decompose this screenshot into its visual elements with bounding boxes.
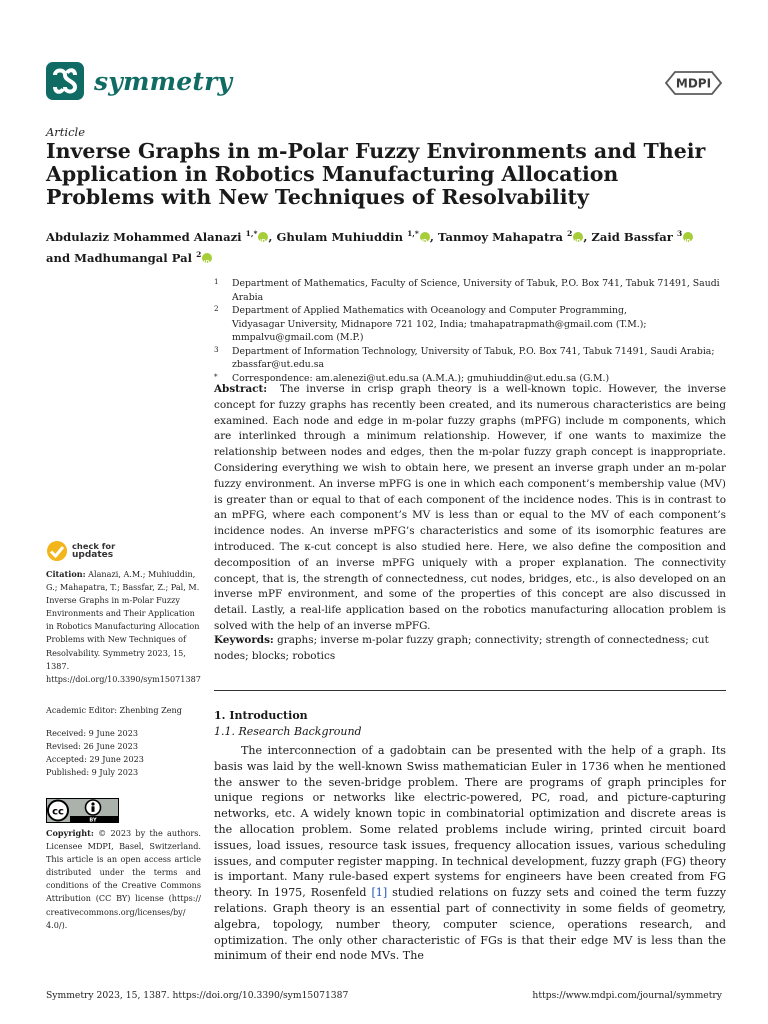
orcid-icon[interactable] — [202, 253, 212, 263]
affiliations — [214, 277, 726, 385]
author-affiliation-mark: 2 — [567, 229, 573, 238]
check-for-updates-button[interactable] — [46, 540, 115, 562]
orcid-icon[interactable] — [683, 232, 693, 242]
orcid-icon[interactable] — [258, 232, 268, 242]
section-heading: 1. Introduction — [214, 709, 308, 722]
affiliation-line[interactable]: zbassfar@ut.edu.sa — [232, 359, 325, 370]
keywords — [214, 633, 726, 665]
academic-editor: Academic Editor: Zhenbing Zeng — [46, 705, 182, 715]
date-accepted: Accepted: 29 June 2023 — [46, 754, 144, 765]
keywords-label: Keywords: — [214, 634, 274, 646]
date-received: Received: 9 June 2023 — [46, 728, 138, 738]
author-name[interactable]: Abdulaziz Mohammed Alanazi — [46, 229, 242, 244]
cc-by-license-icon[interactable] — [46, 798, 119, 823]
abstract-text: The inverse in crisp graph theory is a well-known topic. However, the inverse concept for fuzzy graphs has recently been created, and its numerous characteristics are being examined. Each node and edge in m-polar fuzzy graphs (mPFG) include m components, which are interlinked through a minimum relationship. However, if one wants to maximize the relationship between nodes and edges, then the m-polar fuzzy graph concept is inappropriate. Considering everything we wish to obtain here, we present an inverse graph under an m-polar fuzzy environment. An inverse mPFG is one in which each component’s membership value (MV) is greater than or equal to that of each component of the incidence nodes. This is in contrast to an mPFG, where each component’s MV is less than or equal to the MV of each component’s incidence nodes. An inverse mPFG’s characteristics and some of its isomorphic features are introduced. The κ-cut concept is also studied here. Here, we also define the composition and decomposition of an inverse mPFG uniquely with a proper explanation. The connectivity concept, that is, the strength of connectedness, cut nodes, bridges, etc., is also developed on an inverse mPF environment, and some of the properties of this concept are also discussed in detail. Lastly, a real-life application based on the robotics manufacturing allocation problem is solved with the help of an inverse mPFG. — [214, 383, 726, 632]
article-type: Article — [46, 125, 86, 139]
affiliation-mark: 2 — [214, 304, 219, 313]
check-updates-line1: check for — [72, 540, 116, 551]
date-revised: Revised: 26 June 2023 — [46, 741, 138, 752]
affiliation-line[interactable]: mmpalvu@gmail.com (M.P.) — [232, 332, 364, 343]
affiliation-line[interactable]: Vidyasagar University, Midnapore 721 102, India; tmahapatrapmath@gmail.com (T.M.); — [232, 318, 647, 330]
publisher-name: MDPI — [675, 76, 712, 91]
reference-link[interactable]: [1] — [371, 886, 388, 900]
affiliation-line: Department of Mathematics, Faculty of Science, University of Tabuk, P.O. Box 741, Tabuk 71491, Saudi Arabia — [232, 278, 720, 303]
affiliation-item — [214, 345, 726, 372]
orcid-icon[interactable] — [420, 232, 430, 242]
affiliation-mark: 1 — [214, 277, 219, 286]
journal-logo[interactable] — [46, 62, 232, 100]
copyright — [46, 827, 201, 932]
citation-text[interactable]: Alanazi, A.M.; Muhiuddin, G.; Mahapatra, T.; Bassfar, Z.; Pal, M. Inverse Graphs in m-Polar Fuzzy Environments and Their Application in Robotics Manufacturing Allocation Problems with New Techniques of Resolvability. Symmetry 2023, 15, 1387. https://doi.org/10.3390/sym15071387 — [46, 569, 201, 684]
symmetry-logo-icon — [46, 62, 84, 100]
abstract — [214, 382, 726, 635]
author-affiliation-mark: 2 — [196, 249, 202, 259]
author-name[interactable]: Zaid Bassfar — [591, 229, 673, 244]
affiliation-item — [214, 277, 726, 304]
affiliation-line: Department of Information Technology, University of Tabuk, P.O. Box 741, Tabuk 71491, Saudi Arabia; — [232, 345, 715, 357]
footer-journal-url[interactable]: https://www.mdpi.com/journal/symmetry — [532, 990, 722, 1001]
mdpi-logo-icon[interactable] — [665, 70, 722, 96]
subsection-heading: 1.1. Research Background — [214, 725, 362, 738]
paragraph-text: studied relations on fuzzy sets and coined the term fuzzy relations. Graph theory is an essential part of connectivity in some fields of geometry, algebra, topology, number theory, computer science, operations research, and optimization. The only other characteristic of FGs is that their edge MV is less than the minimum of their end node MVs. The — [214, 886, 726, 963]
author-joiner: and — [46, 250, 71, 265]
journal-name: symmetry — [94, 66, 233, 96]
copyright-text: © 2023 by the authors. Licensee MDPI, Basel, Switzerland. This article is an open access article distributed under the terms and conditions of the Creative Commons Attribution (CC BY) license (https:// creativecommons.org/licenses/by/ 4.0/). — [46, 828, 202, 930]
section-divider — [214, 690, 726, 691]
svg-text:cc: cc — [52, 806, 64, 818]
affiliation-item — [214, 304, 726, 345]
citation-label: Citation: — [46, 569, 86, 579]
affiliation-mark: * — [214, 371, 218, 381]
citation — [46, 568, 201, 686]
date-published: Published: 9 July 2023 — [46, 767, 139, 778]
paragraph-text: The interconnection of a gadobtain can be presented with the help of a graph. Its basis was laid by the well-known Swiss mathematician Euler in 1736 when he mentioned the answer to the seven-bridge problem. There are programs of graph principles for unique regions or networks like electric-powered, PC, road, and picture-capturing networks, etc. A widely known topic in combinatorial optimization and discrete areas is the allocation problem. Some related problems include wiring, printed circuit board issues, load issues, resource task issues, frequency allocation issues, various scheduling issues, and computer register mapping. In technical development, fuzzy graph (FG) theory is important. Many rule-based expert systems for engineers have been created from FG theory. In 1975, Rosenfeld — [214, 744, 726, 900]
author-affiliation-mark: 1,* — [407, 229, 419, 238]
license-badge-text: BY — [89, 817, 97, 823]
check-updates-line2: updates — [72, 550, 114, 560]
author-affiliation-mark: 1,* — [245, 229, 258, 238]
keywords-text: graphs; inverse m-polar fuzzy graph; connectivity; strength of connectedness; cut nodes; blocks; robotics — [214, 634, 709, 662]
check-updates-icon — [46, 540, 68, 562]
author-list: Abdulaziz Mohammed Alanazi $^{1,*}$iD , Ghulam Muhiuddin $^{1,*}$iD , Tanmoy Mahapatra $^2$iD , Zaid Bassfar $^3$iD and Madhumangal Pal $^2$iD — [46, 225, 726, 267]
affiliation-mark: 3 — [214, 344, 219, 354]
abstract-label: Abstract: — [214, 383, 268, 395]
author-name[interactable]: Ghulam Muhiuddin — [276, 229, 404, 244]
footer-citation[interactable]: Symmetry 2023, 15, 1387. https://doi.org/10.3390/sym15071387 — [46, 990, 349, 1001]
introduction-paragraph — [214, 743, 726, 964]
author-affiliation-mark: 3 — [676, 229, 683, 238]
correspondence-line[interactable]: Correspondence: am.alenezi@ut.edu.sa (A.M.A.); gmuhiuddin@ut.edu.sa (G.M.) — [232, 372, 610, 384]
author-name[interactable]: Madhumangal Pal — [74, 250, 193, 265]
author-name[interactable]: Tanmoy Mahapatra — [437, 229, 564, 244]
orcid-icon[interactable] — [573, 232, 583, 242]
article-title: Inverse Graphs in m-Polar Fuzzy Environments and Their Application in Robotics Manufacturing Allocation Problems with New Techniques of Resolvability — [46, 139, 706, 209]
copyright-label: Copyright: — [46, 828, 94, 838]
affiliation-line: Department of Applied Mathematics with Oceanology and Computer Programming, — [232, 305, 627, 316]
publication-dates — [46, 727, 201, 779]
